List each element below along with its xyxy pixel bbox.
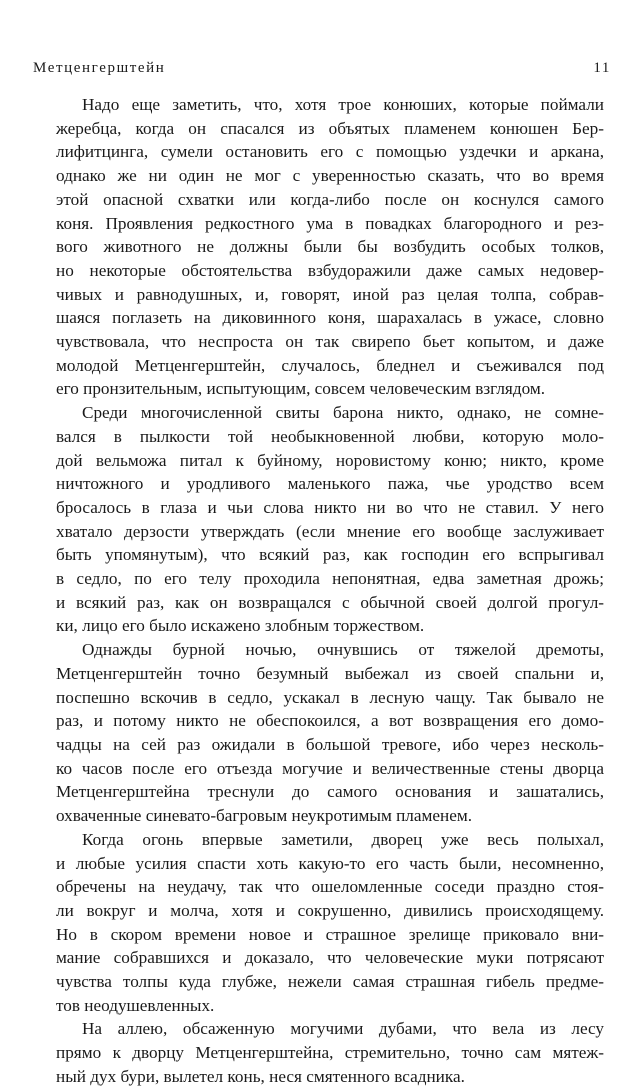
text-line: охваченные синевато-багровым неукротимым пламенем. [56, 806, 473, 826]
text-line: раз, и потому никто не обеспокоился, а вот возвращения его домо- [56, 711, 604, 731]
text-line: лифитцинга, сумели остановить его с помощью уздечки и аркана, [56, 142, 604, 162]
text-line: мание собравшихся и доказало, что человеческие муки потрясают [56, 948, 604, 968]
text-line: дой вельможа питал к буйному, норовистому коню; никто, кроме [56, 450, 604, 470]
text-line: ничтожного и уродливого маленького пажа, чье уродство всем [56, 474, 604, 494]
text-line: быть упомянутым), что всякий раз, как господин его вспрыгивал [56, 545, 604, 565]
paragraph [56, 401, 604, 638]
text-line: и всякий раз, как он возвращался с обычной своей долгой прогул- [56, 592, 604, 612]
text-line: и любые усилия спасти хоть какую-то его часть были, несомненно, [56, 853, 604, 873]
text-line: жеребца, когда он спасался из объятых пламенем конюшен Бер- [56, 118, 604, 138]
text-line: его пронзительным, испытующим, совсем человеческим взглядом. [56, 379, 546, 399]
text-line: хватало дерзости утверждать (если мнение его вообще заслуживает [56, 521, 604, 541]
paragraph [56, 93, 604, 401]
text-line: ный дух бури, вылетел конь, неся смятенного всадника. [56, 1066, 465, 1086]
text-line: прямо к дворцу Метценгерштейна, стремительно, точно сам мятеж- [56, 1043, 604, 1063]
text-line: ли вокруг и молча, хотя и сокрушенно, дивились происходящему. [56, 900, 604, 920]
paragraph [56, 1017, 604, 1088]
text-line: в седло, по его телу проходила непонятная, едва заметная дрожь; [56, 569, 604, 589]
text-line: поспешно вскочив в седло, ускакал в лесную чащу. Так бывало не [56, 687, 604, 707]
running-head [33, 60, 611, 77]
text-line: коня. Проявления редкостного ума в повадках благородного и рез- [56, 213, 604, 233]
text-line: ки, лицо его было искажено злобным торжеством. [56, 616, 425, 636]
text-line: Надо еще заметить, что, хотя трое конюших, которые поймали [82, 95, 604, 114]
text-line: Среди многочисленной свиты барона никто, однако, не сомне- [82, 403, 604, 423]
text-line: этой опасной схватки или когда-либо после он коснулся самого [56, 189, 604, 209]
text-line: обречены на неудачу, так что ошеломленные соседи праздно стоя- [56, 877, 604, 897]
text-line: ко часов после его отъезда могучие и величественные стены дворца [56, 758, 604, 778]
page-number: 11 [593, 60, 611, 76]
text-line: тов неодушевленных. [56, 995, 215, 1015]
text-line: шаяся поглазеть на диковинного коня, шарахалась в ужасе, словно [56, 308, 604, 328]
text-line: вого животного не должны были бы возбудить особых толков, [56, 237, 604, 257]
text-line: чадцы на сей раз ожидали в большой тревоге, ибо через несколь- [56, 734, 604, 754]
paragraph [56, 828, 604, 1018]
text-line: Метценгерштейна треснули до самого основания и зашатались, [56, 782, 604, 802]
text-line: Однажды бурной ночью, очнувшись от тяжелой дремоты, [82, 640, 604, 660]
text-line: чувства толпы куда глубже, нежели самая страшная гибель предме- [56, 972, 604, 992]
paragraph [56, 638, 604, 828]
text-line: бросалось в глаза и чьи слова никто ни во что не ставил. У него [56, 497, 604, 517]
text-line: вался в пылкости той необыкновенной любви, которую моло- [56, 426, 604, 446]
text-line: Метценгерштейн точно безумный выбежал из своей спальни и, [56, 663, 604, 683]
text-line: молодой Метценгерштейн, случалось, бледнел и съеживался под [56, 355, 604, 375]
text-line: чивых и равнодушных, и, говорят, иной раз целая толпа, собрав- [56, 284, 604, 304]
text-line: Но в скором времени новое и страшное зрелище приковало вни- [56, 924, 604, 944]
running-title: Метценгерштейн [33, 60, 166, 76]
text-line: чувствовала, что неспроста он так свирепо бьет копытом, и даже [56, 332, 604, 352]
text-line: но некоторые обстоятельства взбудоражили даже самых недовер- [56, 260, 604, 280]
text-line: однако же ни один не мог с уверенностью сказать, что во время [56, 166, 604, 186]
text-line: На аллею, обсаженную могучими дубами, что вела из лесу [82, 1019, 604, 1039]
text-line: Когда огонь впервые заметили, дворец уже весь полыхал, [82, 829, 604, 849]
body-text [56, 93, 604, 1089]
